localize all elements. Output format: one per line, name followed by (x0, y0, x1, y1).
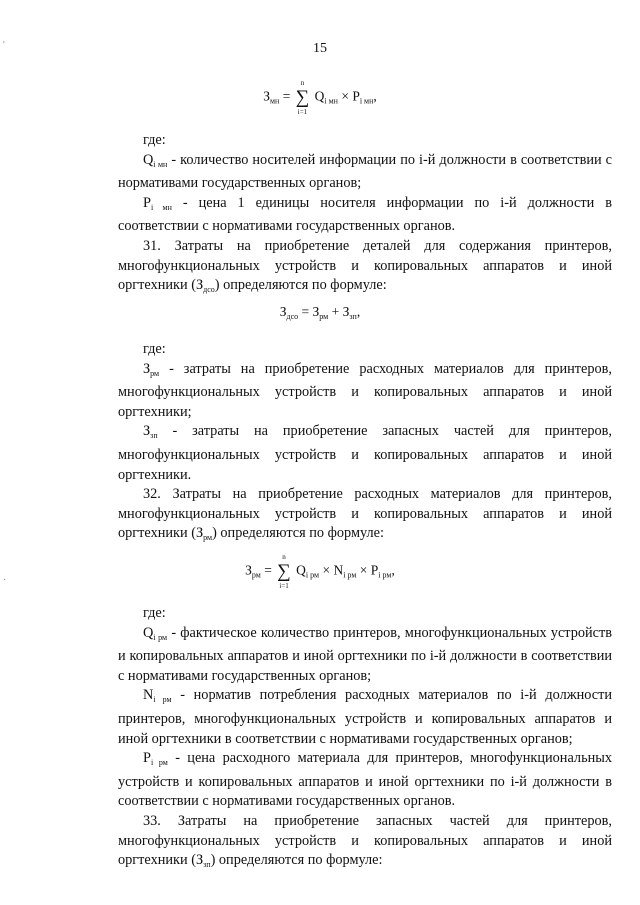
text-block-3 (118, 604, 612, 875)
text-block-2 (118, 340, 612, 548)
paragraph-32: 32. Затраты на приобретение расходных материалов для принтеров, многофункциональных устройств и копировальных аппаратов и иной оргтехники $(З_{рм})$ определяются по формуле: (118, 486, 612, 543)
text-block-1 (118, 131, 612, 300)
definition-q-mn: $Q_{i мн}$ - количество носителей информации по i-й должности в соответствии с нормативами государственных органов; (118, 151, 612, 192)
definition-n-rm: $N_{i рм}$ - норматив потребления расходных материалов по i-й должности принтеров, многофункциональных устройств и копировальных аппаратов и иной оргтехники в соответствии с нормативами государственных органов; (118, 687, 612, 747)
page-number: 15 (313, 41, 327, 56)
definition-p-rm: $P_{i рм}$ - цена расходного материала для принтеров, многофункциональных устройств и копировальных аппаратов и иной оргтехники по i-й должности в соответствии с нормативами государственных органов. (118, 750, 612, 810)
definition-z-zp: $З_{зп}$ - затраты на приобретение запасных частей для принтеров, многофункциональных устройств и копировальных аппаратов и иной оргтехники. (118, 423, 612, 483)
sum-symbol: ∑ n i=1 (295, 79, 310, 116)
paragraph-31: 31. Затраты на приобретение деталей для содержания принтеров, многофункциональных устройств и копировальных аппаратов и иной оргтехники $(З_{дсо})$ определяются по формуле: (118, 237, 612, 295)
definition-q-rm: $Q_{i рм}$ - фактическое количество принтеров, многофункциональных устройств и копировальных аппаратов и иной оргтехники по i-й должности в соответствии с нормативами государственных органов; (118, 624, 612, 684)
sum-symbol: ∑ n i=1 (277, 553, 291, 590)
where-label: где: (143, 132, 166, 148)
where-label: где: (143, 605, 166, 621)
formula-zdso: $З_{дсо} = З_{рм} + З_{зп}$, (279, 304, 361, 321)
where-label: где: (143, 341, 166, 357)
paragraph-33: 33. Затраты на приобретение запасных частей для принтеров, многофункциональных устройств и копировальных аппаратов и иной оргтехники $(З_{зп})$ определяются по формуле: (118, 812, 612, 870)
definition-p-mn: $P_{i мн}$ - цена 1 единицы носителя информации по i-й должности в соответствии с нормативами государственных органов. (118, 194, 612, 235)
scan-mark: ' (3, 40, 5, 51)
formula-zmn: $З_{мн}$ = ∑ n i=1 $Q_{i мн} \times P_{i мн}$, (263, 79, 377, 116)
formula-zrm: $З_{рм}$ = ∑ n i=1 $Q_{i рм} \times N_{i рм} \times P_{i рм}$, (245, 553, 395, 590)
scan-mark: · (3, 575, 7, 586)
definition-z-rm: $З_{рм}$ - затраты на приобретение расходных материалов для принтеров, многофункциональных устройств и копировальных аппаратов и иной оргтехники; (118, 360, 612, 420)
